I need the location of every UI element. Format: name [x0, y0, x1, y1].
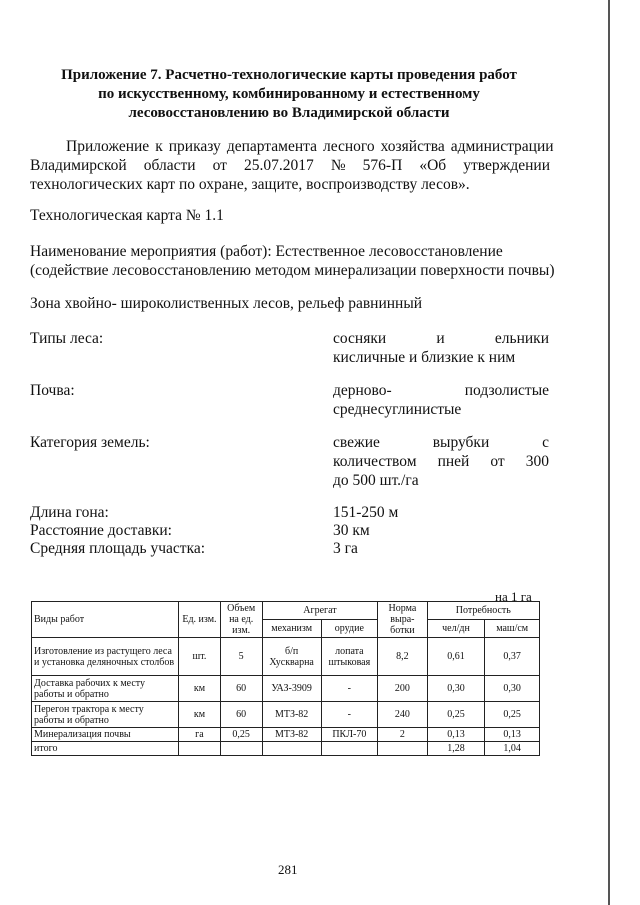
- soil-label: Почва:: [30, 382, 75, 399]
- title-line-2: по искусственному, комбинированному и естественному: [98, 86, 480, 102]
- table-row: Доставка рабочих к месту работы и обратно км 60 УАЗ-3909 - 200 0,30 0,30: [32, 676, 540, 702]
- forest-types-label: Типы леса:: [30, 330, 104, 347]
- title-line-3: лесовосстановлению во Владимирской области: [128, 105, 450, 121]
- unit-note: на 1 га: [495, 589, 532, 604]
- land-category-label: Категория земель:: [30, 434, 150, 451]
- table-row: Перегон трактора к месту работы и обратно км 60 МТЗ-82 - 240 0,25 0,25: [32, 702, 540, 728]
- event-name-line-2: (содействие лесовосстановлению методом минерализации поверхности почвы): [30, 262, 555, 279]
- intro-line-3: технологических карт по охране, защите, воспроизводству лесов».: [30, 176, 470, 193]
- header-work-types: Виды работ: [32, 602, 179, 638]
- page-edge-line: [608, 0, 610, 905]
- soil-value: дерново- подзолистые среднесуглинистые: [333, 382, 549, 418]
- intro-line-2: Владимирской области от 25.07.2017 № 576-П «Об утверждении: [30, 157, 550, 174]
- gon-length-label: Длина гона:: [30, 504, 109, 521]
- title-line-1: Приложение 7. Расчетно-технологические карты проведения работ: [61, 67, 517, 83]
- delivery-distance-label: Расстояние доставки:: [30, 522, 172, 539]
- header-person-days: чел/дн: [427, 620, 485, 638]
- gon-length-value: 151-250 м: [333, 504, 399, 521]
- avg-area-label: Средняя площадь участка:: [30, 540, 206, 557]
- table-row: Минерализация почвы га 0,25 МТЗ-82 ПКЛ-70 2 0,13 0,13: [32, 728, 540, 742]
- intro-paragraph: [30, 137, 554, 194]
- header-mechanism: механизм: [262, 620, 321, 638]
- avg-area-value: 3 га: [333, 540, 358, 557]
- page-title: [40, 66, 538, 123]
- header-unit: Ед. изм.: [179, 602, 220, 638]
- header-tool: орудие: [321, 620, 378, 638]
- delivery-distance-value: 30 км: [333, 522, 370, 539]
- table-row: Изготовление из растущего леса и установка деляночных столбов шт. 5 б/п Хускварна лопата штыковая 8,2 0,61 0,37: [32, 638, 540, 676]
- page-number: 281: [278, 862, 298, 877]
- card-number: Технологическая карта № 1.1: [30, 207, 224, 224]
- work-table: [31, 601, 540, 756]
- zone-text: Зона хвойно- широколиственных лесов, рельеф равнинный: [30, 295, 423, 312]
- header-need: Потребность: [427, 602, 539, 620]
- header-norm: Норма выра-ботки: [378, 602, 427, 638]
- event-name-line-1: Наименование мероприятия (работ): Естественное лесовосстановление: [30, 243, 503, 260]
- land-category-value: свежие вырубки с количеством пней от 300 до 500 шт./га: [333, 434, 549, 489]
- header-aggregate: Агрегат: [262, 602, 377, 620]
- header-machine-shifts: маш/см: [485, 620, 540, 638]
- table-total-row: итого 1,28 1,04: [32, 742, 540, 756]
- table-header-row: [32, 602, 540, 620]
- forest-types-value: сосняки и ельники кисличные и близкие к ним: [333, 330, 549, 366]
- event-name: [30, 242, 555, 280]
- header-volume: Объем на ед. изм.: [220, 602, 262, 638]
- intro-line-1: Приложение к приказу департамента лесного хозяйства администрации: [66, 138, 554, 155]
